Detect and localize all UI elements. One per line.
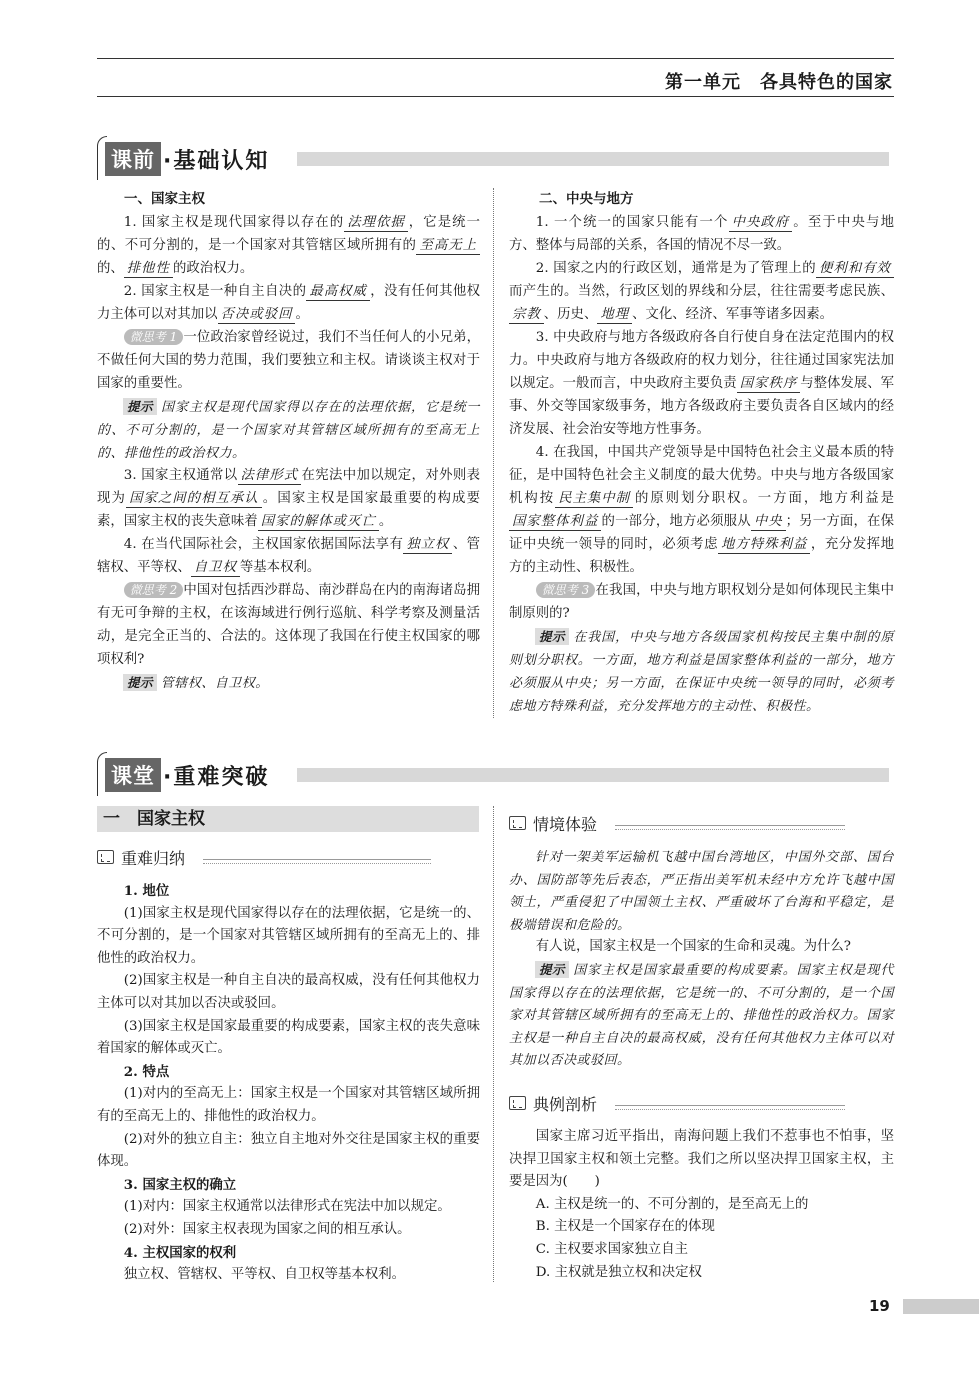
section-header-inclass xyxy=(97,752,894,796)
section-bar xyxy=(297,152,889,166)
think-question: 微思考 2 中国对包括西沙群岛、南沙群岛在内的南海诸岛拥有无可争辩的主权，在该海域进行例行巡航、科学考察及测量活动，是完全正当的、合法的。这体现了我国在行使主权国家的哪项权利? xyxy=(97,583,480,667)
section-header-preclass xyxy=(97,136,894,180)
blank-answer: 中央 xyxy=(751,512,786,531)
subhead-example: 典例剖析 xyxy=(509,1092,849,1114)
blank-answer: 法理依据 xyxy=(344,213,408,232)
blank-answer: 至高无上 xyxy=(416,236,480,255)
section-tag: 课堂 xyxy=(105,758,161,792)
right-column-scenario xyxy=(509,846,894,1072)
section-bar xyxy=(297,768,889,782)
section-tag: 课前 xyxy=(105,142,161,176)
hint-block: 提示 在我国，中央与地方各级国家机构按民主集中制的原则划分职权。一方面，地方利益是国家整体利益的一部分，地方必须服从中央；另一方面，在保证中央统一领导的同时，必须考虑地方特殊利益，充分发挥地方的主动性、积极性。 xyxy=(509,629,894,713)
blank-answer: 国家之间的相互承认 xyxy=(126,489,262,508)
subhead-scenario: 情境体验 xyxy=(509,812,849,834)
point-text: (2)对外的独立自主：独立自主地对外交往是国家主权的重要体现。 xyxy=(97,1131,480,1170)
blank-answer: 国家秩序 xyxy=(737,374,801,393)
point-text: (2)对外：国家主权表现为国家之间的相互承认。 xyxy=(123,1221,411,1237)
topic-heading: 一 国家主权 xyxy=(97,806,479,832)
blank-answer: 独立权 xyxy=(403,535,452,554)
blank-answer: 最高权威 xyxy=(306,282,370,301)
paragraph: 1. 国家主权是现代国家得以存在的 法理依据 ，它是统一的、不可分割的，是一个国家对其管辖区域所拥有的 至高无上的、 排他性 的政治权力。 xyxy=(97,214,480,276)
column-divider xyxy=(493,188,494,718)
blank-answer: 民主集中制 xyxy=(555,489,633,508)
point-text: (1)国家主权是现代国家得以存在的法理依据，它是统一的、不可分割的，是一个国家对其管辖区域所拥有的至高无上的、排他性的政治权力。 xyxy=(97,905,480,966)
paragraph: 4. 在当代国际社会，主权国家依据国际法享有 独立权 、管辖权、平等权、 自卫权 等基本权利。 xyxy=(97,536,481,575)
note-icon xyxy=(97,850,114,864)
point-text: (1)对内的至高无上：国家主权是一个国家对其管辖区域所拥有的至高无上的、排他性的政治权力。 xyxy=(97,1086,480,1124)
blank-answer: 中央政府 xyxy=(729,213,793,232)
blank-answer: 自卫权 xyxy=(191,558,240,577)
page-number-bar xyxy=(903,1299,979,1314)
note-icon xyxy=(509,1096,526,1110)
paragraph: 3. 国家主权通常以 法律形式 在宪法中加以规定，对外则表现为 国家之间的相互承认 。国家主权是国家最重要的构成要素，国家主权的丧失意味着 国家的解体或灭亡 。 xyxy=(97,467,481,529)
paragraph: 4. 在我国，中国共产党领导是中国特色社会主义最本质的特征，是中国特色社会主义制度的最大优势。中央与地方各级国家机构按 民主集中制 的原则划分职权。一方面，地方利益是国家整体利益 的一部分，地方必须服从 中央 ；另一方面，在保证中央统一领导的同时，必须考虑 地方特殊利益 ，充分发挥地方的主动性、积极性。 xyxy=(509,445,895,575)
point-text: (1)对内：国家主权通常以法律形式在宪法中加以规定。 xyxy=(123,1199,451,1215)
think-question: 微思考 1 一位政治家曾经说过，我们不当任何人的小兄弟，不做任何大国的势力范围，我们要独立和主权。请谈谈主权对于国家的重要性。 xyxy=(97,330,480,391)
think-badge: 微思考 1 xyxy=(124,329,183,345)
paragraph: 2. 国家之内的行政区划，通常是为了管理上的 便利和有效而产生的。当然，行政区划的界线和分层，往往需要考虑民族、宗教 、历史、 地理 、文化、经济、军事等诸多因素。 xyxy=(509,260,894,322)
hint-label: 提示 xyxy=(123,398,157,415)
option-a: A. 主权是统一的、不可分割的，是至高无上的 xyxy=(535,1196,809,1212)
point-text: 独立权、管辖权、平等权、自卫权等基本权利。 xyxy=(123,1267,405,1283)
blank-answer: 便利和有效 xyxy=(816,259,894,278)
think-question: 微思考 3 在我国，中央与地方职权划分是如何体现民主集中制原则的? xyxy=(509,583,894,621)
page-number: 19 xyxy=(869,1297,890,1315)
hint-block: 提示 国家主权是现代国家得以存在的法理依据，它是统一的、不可分割的，是一个国家对其管辖区域所拥有的至高无上的、排他性的政治权力。 xyxy=(97,399,480,460)
option-b: B. 主权是一个国家存在的体现 xyxy=(535,1219,715,1235)
point-heading: 4. 主权国家的权利 xyxy=(123,1244,237,1261)
blank-answer: 地方特殊利益 xyxy=(718,535,810,554)
blank-answer: 宗教 xyxy=(509,305,544,324)
unit-title: 第一单元 各具特色的国家 xyxy=(665,72,893,93)
hint-block: 提示 管辖权、自卫权。 xyxy=(97,671,480,694)
point-heading: 1. 地位 xyxy=(123,883,170,899)
right-column-preclass xyxy=(509,188,894,717)
hint-block: 提示 国家主权是国家最重要的构成要素。国家主权是现代国家得以存在的法理依据，它是统一的、不可分割的，是一个国家对其管辖区域所拥有的至高无上的、排他性的政治权力。国家主权是一种自主自决的最高权威，没有任何其他权力主体可以对其加以否决或驳回。 xyxy=(509,961,894,1068)
paragraph: 2. 国家主权是一种自主自决的 最高权威 ，没有任何其他权力主体可以对其加以 否决或驳回 。 xyxy=(97,283,480,322)
blank-answer: 国家的解体或灭亡 xyxy=(258,512,379,531)
left-column-preclass xyxy=(97,188,480,694)
think-badge: 微思考 3 xyxy=(536,582,595,598)
hint-label: 提示 xyxy=(535,628,569,645)
section-title: ·重难突破 xyxy=(163,765,270,790)
example-question: 国家主席习近平指出，南海问题上我们不惹事也不怕事，坚决捍卫国家主权和领土完整。我们之所以坚决捍卫国家主权，主要是因为( ) xyxy=(509,1129,894,1190)
blank-answer: 法律形式 xyxy=(238,466,302,485)
subhead-key-points: 重难归纳 xyxy=(97,846,437,868)
point-text: (3)国家主权是国家最重要的构成要素，国家主权的丧失意味着国家的解体或灭亡。 xyxy=(97,1018,480,1057)
heading: 一、国家主权 xyxy=(124,191,205,207)
note-icon xyxy=(509,816,526,830)
scenario-text: 针对一架美军运输机飞越中国台湾地区，中国外交部、国台办、国防部等先后表态，严正指出美军机未经中方允许飞越中国领土，严重侵犯了中国领土主权、严重破坏了台海和平稳定，是极端错误和危险的。 xyxy=(509,849,894,932)
left-column-inclass xyxy=(97,880,480,1287)
option-d: D. 主权就是独立权和决定权 xyxy=(535,1264,702,1280)
paragraph: 1. 一个统一的国家只能有一个 中央政府 。至于中央与地方、整体与局部的关系，各国的情况不尽一致。 xyxy=(509,214,894,253)
hint-label: 提示 xyxy=(123,674,157,691)
column-divider xyxy=(493,806,494,1282)
right-column-example xyxy=(509,1126,894,1284)
heading: 二、中央与地方 xyxy=(539,191,634,207)
header-bottom-rule xyxy=(97,96,894,97)
paragraph: 3. 中央政府与地方各级政府各自行使自身在法定范围内的权力。中央政府与地方各级政府的权力划分，往往通过国家宪法加以规定。一般而言，中央政府主要负责 国家秩序 与整体发展、军事、外交等国家级事务，地方各级政府主要负责各自区域内的经济发展、社会治安等地方性事务。 xyxy=(509,330,895,437)
blank-answer: 排他性 xyxy=(124,259,173,278)
option-c: C. 主权要求国家独立自主 xyxy=(535,1241,688,1257)
scenario-question: 有人说，国家主权是一个国家的生命和灵魂。为什么? xyxy=(535,939,851,955)
section-title: ·基础认知 xyxy=(163,149,270,174)
blank-answer: 地理 xyxy=(597,305,632,324)
blank-answer: 国家整体利益 xyxy=(509,512,601,531)
think-badge: 微思考 2 xyxy=(124,582,183,598)
point-heading: 3. 国家主权的确立 xyxy=(123,1176,237,1193)
hint-label: 提示 xyxy=(535,961,569,978)
point-text: (2)国家主权是一种自主自决的最高权威，没有任何其他权力主体可以对其加以否决或驳回。 xyxy=(97,973,480,1011)
point-heading: 2. 特点 xyxy=(123,1063,170,1080)
header-top-rule xyxy=(97,58,894,59)
blank-answer: 否决或驳回 xyxy=(218,305,296,324)
